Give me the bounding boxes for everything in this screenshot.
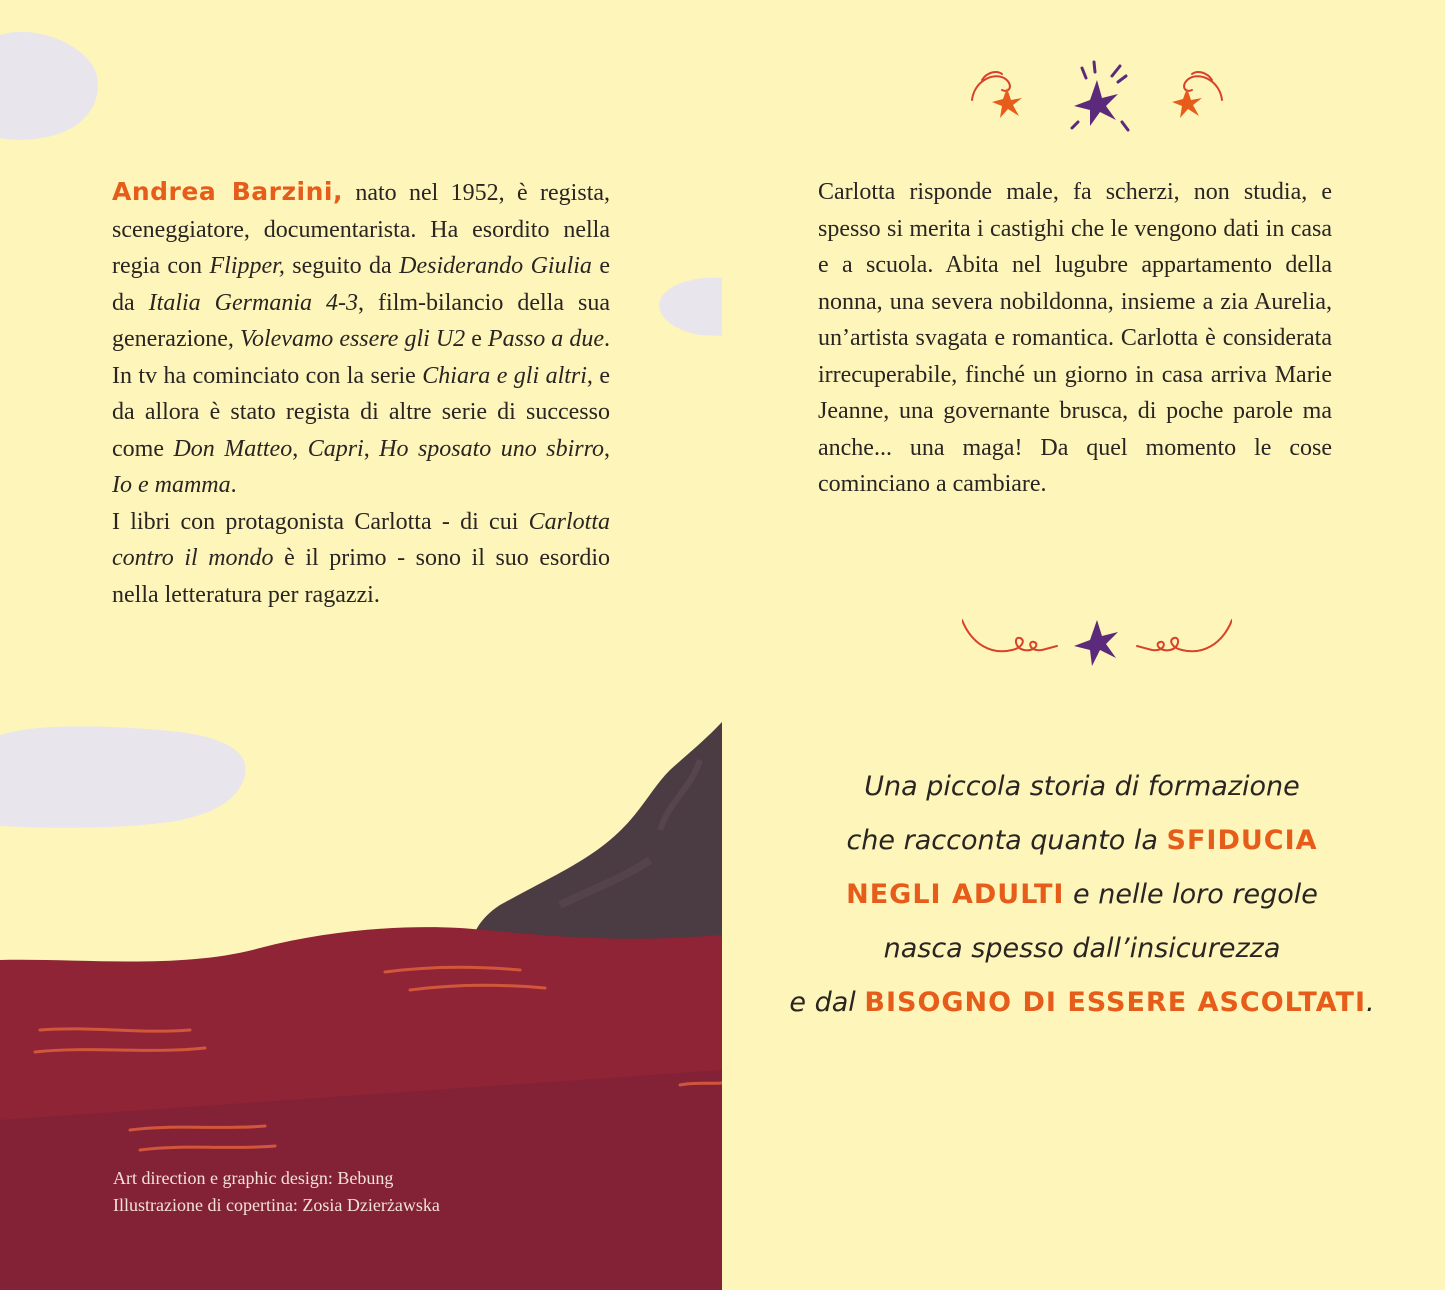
bio-paragraph-1 [112,174,610,504]
credit-design: Art direction e graphic design: Bebung [113,1168,394,1188]
credits [113,1165,440,1219]
flourish-icon [962,610,1232,680]
bio-p1-title-17: Ho sposato uno sbirro [379,435,605,462]
tagline [782,760,1382,1030]
bio-p1-title-11: Chiara e gli altri [422,362,587,389]
author-name: Andrea Barzini, [112,177,343,206]
cloud-mid [659,278,722,336]
bio-p1-text-4: e da [112,253,610,316]
author-bio [112,174,610,613]
bio-paragraph-2 [112,504,610,614]
bio-p1-title-1: Flipper, [209,253,285,279]
bio-p1-text-0: nato nel 1952, è regista, sceneggiatore, documentarista. Ha esordito nella regia con [112,180,611,279]
tagline-line-5: e dal BISOGNO DI ESSERE ASCOLTATI. [789,987,1375,1018]
bio-p1-text-12: , e da allora è stato regista di altre serie di successo come [112,362,611,462]
credit-illustration: Illustrazione di copertina: Zosia Dzierżawska [113,1195,440,1215]
bio-p1-title-3: Desiderando Giulia [399,253,592,279]
right-page [722,0,1445,1290]
bio-p1-title-15: Capri [307,435,364,462]
tagline-line-1: Una piccola storia di formazione [864,771,1300,802]
star-burst-icon [952,60,1242,140]
tagline-line-2: che racconta quanto la SFIDUCIA [846,825,1318,856]
highlight-negli-adulti: NEGLI ADULTI [846,879,1065,910]
bio-p1-title-7: Volevamo essere gli U2 [239,326,466,352]
left-page [0,0,722,1290]
cloud-top [0,32,98,140]
bio-p1-text-18: , [604,435,611,462]
bio-p1-title-13: Don Matteo [173,435,293,462]
tagline-line-3: NEGLI ADULTI e nelle loro regole [846,879,1318,910]
bio-p2-text-0: I libri con protagonista Carlotta - di cui [112,508,529,535]
bio-p1-text-8: e [465,326,488,352]
synopsis: Carlotta risponde male, fa scherzi, non studia, e spesso si merita i castighi che le vengono dati in casa e a scuola. Abita nel lugubre appartamento della nonna, una severa nobildonna, insieme a zia Aurelia, un’artista svagata e romantica. Carlotta è considerata irrecuperabile, finché un giorno in casa arriva Marie Jeanne, una governante brusca, di poche parole ma anche... una maga! Da quel momento le cose cominciano a cambiare. [818,179,1332,497]
rock [470,722,722,955]
bio-p1-title-9: Passo a due [487,326,605,352]
highlight-bisogno: BISOGNO DI ESSERE ASCOLTATI [864,987,1366,1018]
bio-p1-text-2: seguito da [284,253,400,279]
bio-p1-text-10: . In tv ha cominciato con la serie [112,326,611,389]
bio-p1-text-14: , [292,435,308,462]
bio-p1-title-19: Io e mamma [112,472,231,498]
bio-p2-text-2: è il primo - sono il suo esordio nella letteratura per ragazzi. [112,545,611,608]
bio-p1-title-5: Italia Germania 4-3 [148,289,359,316]
bio-p1-text-16: , [363,435,380,462]
bio-p1-text-20: . [230,472,237,498]
bio-text-1 [112,180,610,498]
bio-p2-title-1: Carlotta contro il mondo [112,508,610,571]
cloud-bottom [0,726,246,827]
bio-p1-text-6: , film-bilancio della sua generazione, [112,289,610,352]
tagline-line-4: nasca spesso dall’insicurezza [883,933,1281,964]
highlight-sfiducia: SFIDUCIA [1166,825,1318,856]
